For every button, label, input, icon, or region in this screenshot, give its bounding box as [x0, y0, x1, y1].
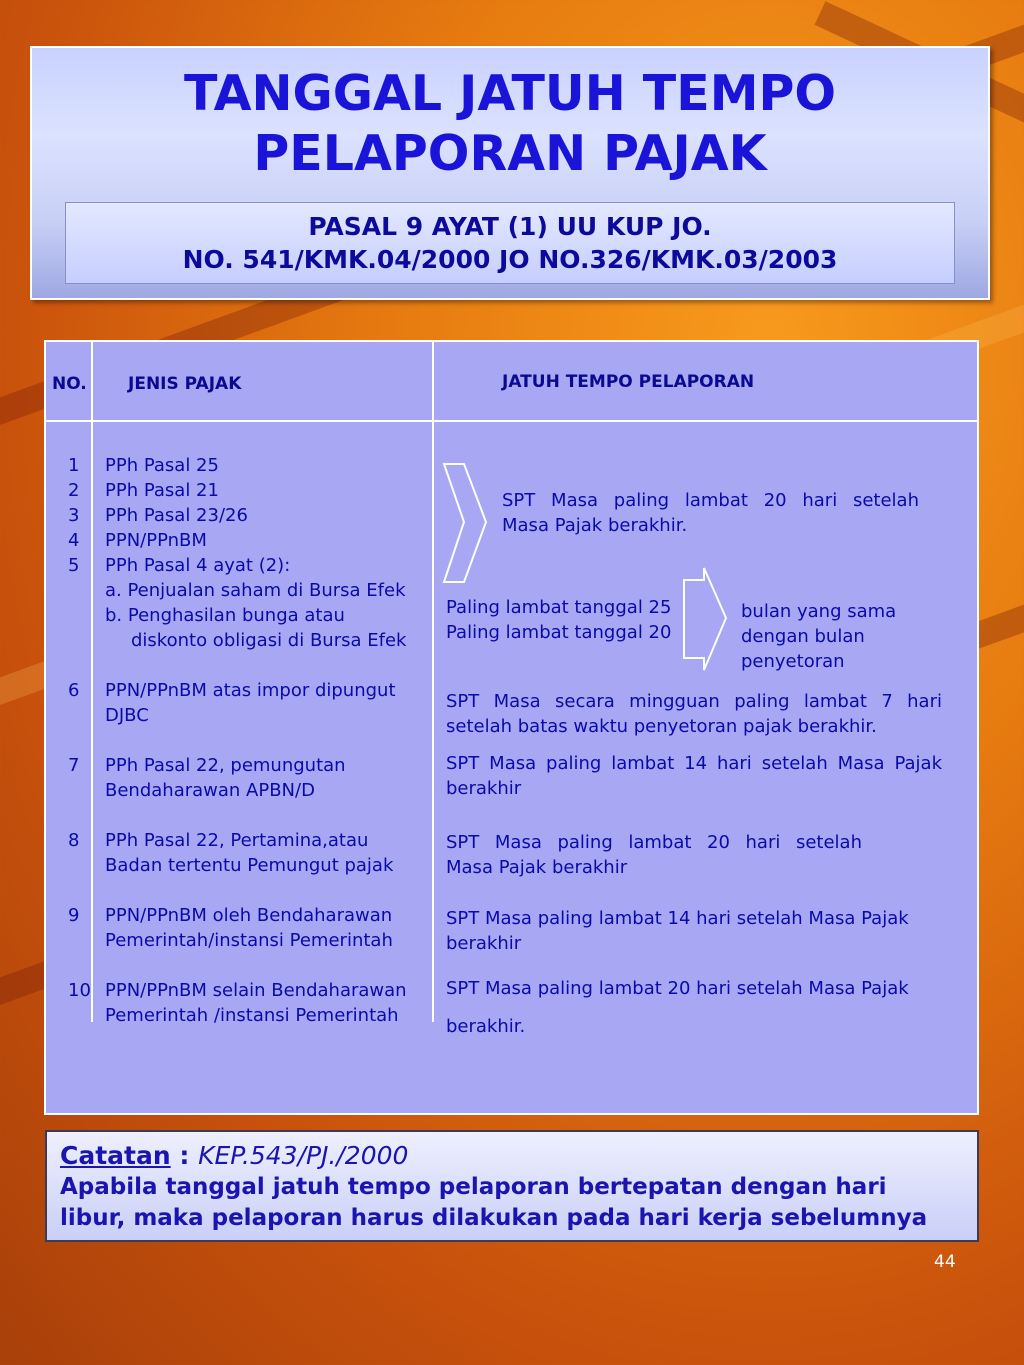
header-no: NO. — [52, 374, 87, 394]
header-divider — [46, 420, 977, 422]
tax-type: b. Penghasilan bunga atau — [105, 605, 345, 626]
legal-basis-box — [65, 202, 955, 284]
deadline-text: berakhir — [446, 933, 522, 954]
row-number: 9 — [68, 905, 80, 926]
note-label: Catatan — [60, 1141, 171, 1170]
note-text-line-2: libur, maka pelaporan harus dilakukan pada hari kerja sebelumnya — [60, 1205, 928, 1231]
deadline-text: SPT Masa paling lambat 14 hari setelah Masa Pajak — [446, 753, 942, 774]
page-number: 44 — [934, 1252, 956, 1272]
tax-type: PPN/PPnBM — [105, 530, 207, 551]
title-box — [30, 46, 990, 300]
deadline-text: Paling lambat tanggal 20 — [446, 622, 672, 643]
note-box — [45, 1130, 979, 1242]
deadline-text: berakhir — [446, 778, 522, 799]
tax-type: diskonto obligasi di Bursa Efek — [131, 630, 407, 651]
deadline-text: setelah batas waktu penyetoran pajak berakhir. — [446, 716, 877, 737]
tax-type: PPh Pasal 21 — [105, 480, 219, 501]
tax-type: PPh Pasal 23/26 — [105, 505, 248, 526]
bracket-arrow-icon — [442, 462, 488, 587]
tax-type: Badan tertentu Pemungut pajak — [105, 855, 394, 876]
tax-type: PPN/PPnBM selain Bendaharawan — [105, 980, 407, 1001]
deadline-text: SPT Masa paling lambat 14 hari setelah Masa Pajak — [446, 908, 909, 929]
tax-type: PPN/PPnBM atas impor dipungut — [105, 680, 396, 701]
deadline-text: Masa Pajak berakhir — [446, 857, 628, 878]
row-number: 10 — [68, 980, 91, 1001]
note-reference: KEP.543/PJ./2000 — [198, 1141, 409, 1170]
deadline-text: Masa Pajak berakhir. — [502, 515, 688, 536]
subtitle-line-2: NO. 541/KMK.04/2000 JO NO.326/KMK.03/2003 — [182, 245, 838, 274]
tax-deadline-table — [44, 340, 979, 1115]
column-divider — [91, 342, 93, 1022]
header-jenis-pajak: JENIS PAJAK — [128, 374, 242, 394]
title-line-2: PELAPORAN PAJAK — [253, 125, 767, 182]
tax-type: PPh Pasal 25 — [105, 455, 219, 476]
note-heading — [60, 1140, 977, 1172]
tax-type: DJBC — [105, 705, 149, 726]
bracket-arrow-icon — [682, 566, 730, 676]
deadline-text: Paling lambat tanggal 25 — [446, 597, 672, 618]
deadline-note: penyetoran — [741, 651, 845, 672]
tax-type: a. Penjualan saham di Bursa Efek — [105, 580, 406, 601]
deadline-note: dengan bulan — [741, 626, 865, 647]
subtitle-line-1: PASAL 9 AYAT (1) UU KUP JO. — [308, 212, 712, 241]
deadline-text: SPT Masa paling lambat 20 hari setelah Masa Pajak — [446, 978, 909, 999]
row-number: 3 — [68, 505, 80, 526]
deadline-text: SPT Masa paling lambat 20 hari setelah — [446, 832, 862, 853]
row-number: 7 — [68, 755, 80, 776]
column-divider — [432, 342, 434, 1022]
deadline-text: berakhir. — [446, 1016, 526, 1037]
row-number: 2 — [68, 480, 80, 501]
row-number: 4 — [68, 530, 80, 551]
row-number: 5 — [68, 555, 80, 576]
row-number: 8 — [68, 830, 80, 851]
tax-type: PPh Pasal 4 ayat (2): — [105, 555, 291, 576]
row-number: 1 — [68, 455, 80, 476]
page-title — [32, 64, 988, 184]
tax-type: PPN/PPnBM oleh Bendaharawan — [105, 905, 393, 926]
note-colon: : — [170, 1141, 199, 1170]
tax-type: PPh Pasal 22, pemungutan — [105, 755, 346, 776]
note-text-line-1: Apabila tanggal jatuh tempo pelaporan bertepatan dengan hari — [60, 1174, 887, 1200]
deadline-text: SPT Masa secara mingguan paling lambat 7 hari — [446, 691, 942, 712]
tax-type: Pemerintah /instansi Pemerintah — [105, 1005, 399, 1026]
tax-type: Bendaharawan APBN/D — [105, 780, 315, 801]
tax-type: PPh Pasal 22, Pertamina,atau — [105, 830, 369, 851]
row-number: 6 — [68, 680, 80, 701]
header-jatuh-tempo: JATUH TEMPO PELAPORAN — [502, 372, 755, 392]
deadline-note: bulan yang sama — [741, 601, 897, 622]
tax-type: Pemerintah/instansi Pemerintah — [105, 930, 393, 951]
deadline-text: SPT Masa paling lambat 20 hari setelah — [502, 490, 919, 511]
title-line-1: TANGGAL JATUH TEMPO — [183, 65, 837, 122]
